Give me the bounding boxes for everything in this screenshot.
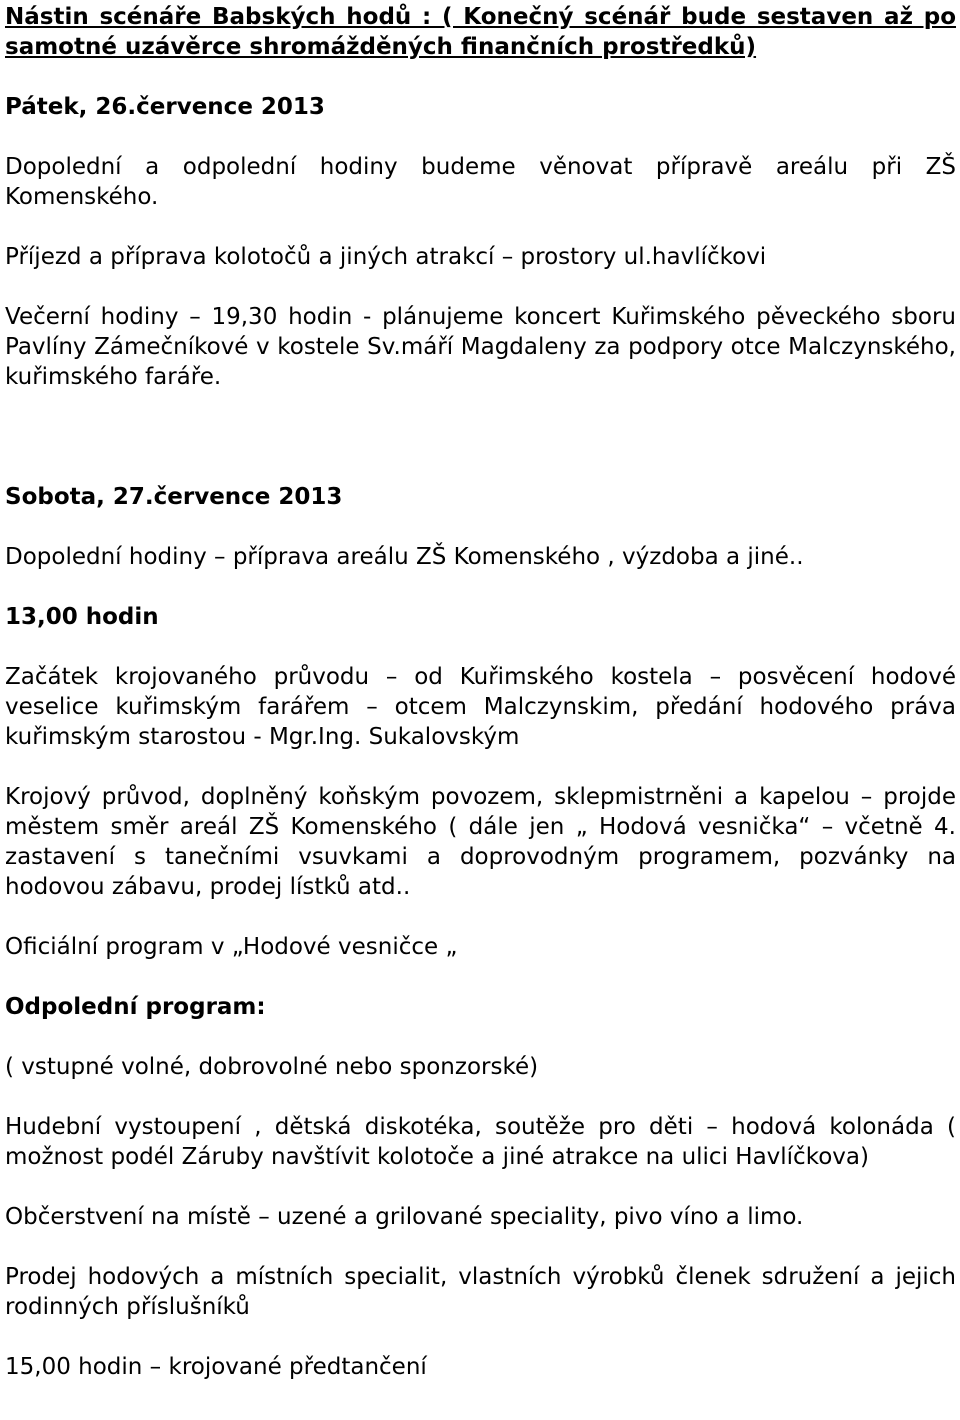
friday-paragraph-2: Příjezd a příprava kolotočů a jiných atrakcí – prostory ul.havlíčkovi [5, 244, 767, 270]
saturday-paragraph-2: Začátek krojovaného průvodu – od Kuřimského kostela – posvěcení hodové veselice kuřimským farářem – otcem Malczynskim, předání hodového práva kuřimským starostou - Mgr.Ing. Sukalovským [5, 664, 956, 750]
saturday-paragraph-6: Hudební vystoupení , dětská diskotéka, soutěže pro děti – hodová kolonáda ( možnost podél Záruby navštívit kolotoče a jiné atrakce na ulici Havlíčkova) [5, 1114, 956, 1170]
saturday-paragraph-7: Občerstvení na místě – uzené a grilované speciality, pivo víno a limo. [5, 1204, 804, 1230]
saturday-paragraph-4: Oficiální program v „Hodové vesničce „ [5, 934, 458, 960]
saturday-paragraph-3: Krojový průvod, doplněný koňským povozem, sklepmistrněni a kapelou – projde městem směr areál ZŠ Komenského ( dále jen „ Hodová vesnička“ – včetně 4. zastavení s tanečními vsuvkami a doprovodným programem, pozvánky na hodovou zábavu, prodej lístků atd.. [5, 784, 956, 900]
document-page [5, 0, 956, 1382]
afternoon-program-heading: Odpolední program: [5, 994, 266, 1020]
saturday-paragraph-1: Dopolední hodiny – příprava areálu ZŠ Komenského , výzdoba a jiné.. [5, 544, 804, 570]
saturday-heading: Sobota, 27.července 2013 [5, 484, 343, 510]
friday-heading: Pátek, 26.července 2013 [5, 94, 325, 120]
document-title: Nástin scénáře Babských hodů : ( Konečný scénář bude sestaven až po samotné uzávěrce shromážděných finančních prostředků) [5, 4, 956, 60]
saturday-paragraph-8: Prodej hodových a místních specialit, vlastních výrobků členek sdružení a jejich rodinných příslušníků [5, 1264, 956, 1320]
friday-paragraph-1: Dopolední a odpolední hodiny budeme věnovat přípravě areálu při ZŠ Komenského. [5, 154, 956, 210]
saturday-paragraph-5: ( vstupné volné, dobrovolné nebo sponzorské) [5, 1054, 539, 1080]
saturday-paragraph-9: 15,00 hodin – krojované předtančení [5, 1354, 427, 1380]
friday-paragraph-3: Večerní hodiny – 19,30 hodin - plánujeme koncert Kuřimského pěveckého sboru Pavlíny Zámečníkové v kostele Sv.máří Magdaleny za podpory otce Malczynského, kuřimského faráře. [5, 304, 956, 390]
saturday-time-1300: 13,00 hodin [5, 604, 159, 630]
